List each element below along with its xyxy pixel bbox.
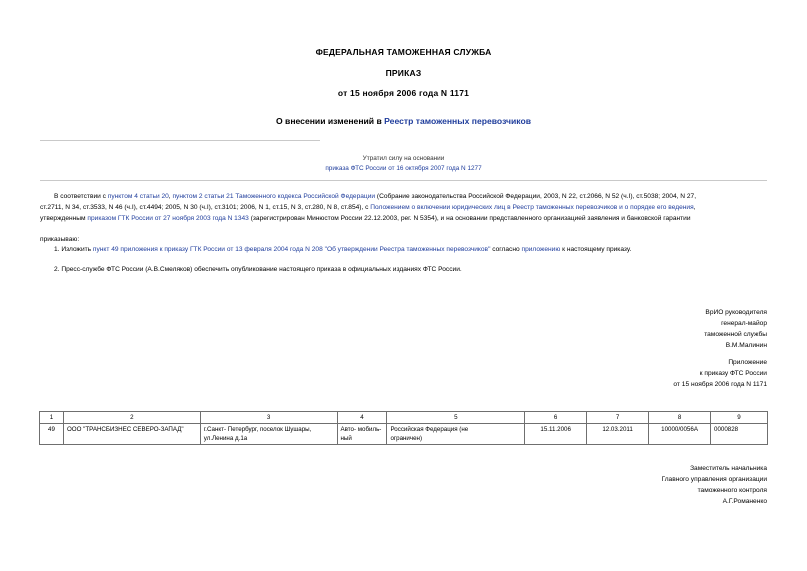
footer-sig-line2: Главного управления организации: [661, 476, 767, 483]
cell-transport: [337, 424, 387, 445]
item1-text-a: 1. Изложить: [54, 246, 93, 253]
sig-line1: ВрИО руководителя: [705, 309, 767, 316]
col-header: 4: [337, 412, 387, 424]
item-1: [54, 244, 631, 255]
sig-line3: таможенной службы: [704, 331, 767, 338]
doc-title: [0, 116, 807, 126]
divider-full: [40, 180, 767, 181]
doc-title-prefix: О внесении изменений в: [275, 116, 385, 126]
col-header: 3: [200, 412, 337, 424]
p1-line2-text: ст.2711, N 34, ст.3533, N 46 (ч.I), ст.4494; 2005, N 30 (ч.I), ст.3101; 2006, N 1, ст.15, N 3, ст.280, N 8, ст.854), с: [40, 204, 371, 211]
cell-address: [200, 424, 337, 445]
territory-line1: Российская Федерация (не: [390, 426, 469, 433]
cell-number: 49: [40, 424, 64, 445]
transport-line1: Авто- мобиль-: [340, 426, 382, 433]
cell-end-date: 12.03.2011: [587, 424, 649, 445]
appendix-line1: Приложение: [728, 359, 767, 366]
void-note: [0, 165, 807, 172]
date-number: от 15 ноября 2006 года N 1171: [337, 88, 470, 98]
p1-text-b: ,: [168, 193, 173, 200]
cell-company: ООО "ТРАНСБИЗНЕС СЕВЕРО-ЗАПАД": [63, 424, 200, 445]
col-header: 7: [587, 412, 649, 424]
appendix-header: [673, 357, 767, 390]
void-note-text: Утратил силу на основании: [362, 155, 445, 162]
appendix-link[interactable]: приложению: [521, 246, 561, 253]
cell-start-date: 15.11.2006: [525, 424, 587, 445]
gtk-order-link[interactable]: приказом ГТК России от 27 ноября 2003 года N 1343: [87, 215, 249, 222]
col-header: 6: [525, 412, 587, 424]
sig-line4: В.М.Малинин: [725, 342, 767, 349]
divider-top: [40, 140, 320, 141]
table-header-row: [40, 412, 768, 424]
address-line1: г.Санкт- Петербург, поселок Шушары,: [203, 426, 312, 433]
order-word: приказываю:: [40, 236, 80, 243]
p1-line3-text: утвержденным: [40, 215, 88, 222]
p1-text-a: В соответствии с: [54, 193, 108, 200]
col-header: 1: [40, 412, 64, 424]
cell-certificate: 0000828: [711, 424, 768, 445]
agency-heading: ФЕДЕРАЛЬНАЯ ТАМОЖЕННАЯ СЛУЖБА: [315, 47, 492, 57]
footer-sig-line4: А.Г.Романенко: [722, 498, 767, 505]
p1-text-c: (Собрание законодательства Российской Федерации, 2003, N 22, ст.2066, N 52 (ч.I), ст.5038; 2004, N 27,: [375, 193, 697, 200]
item49-link[interactable]: пункт 49 приложения к приказу ГТК России от 13 февраля 2004 года N 208 "Об утверждении Реестра таможенных перевозчиков": [92, 246, 491, 253]
footer-sig-line3: таможенного контроля: [697, 487, 767, 494]
registry-table: [39, 411, 768, 445]
doc-type-heading: ПРИКАЗ: [385, 68, 422, 78]
signature-block: [704, 307, 767, 351]
appendix-line3: от 15 ноября 2006 года N 1171: [673, 381, 767, 388]
transport-line2: ный: [340, 435, 352, 442]
territory-line2: ограничен): [390, 435, 423, 442]
item1-text-b: согласно: [490, 246, 522, 253]
appendix-line2: к приказу ФТС России: [699, 370, 767, 377]
item1-text-c: к настоящему приказу.: [560, 246, 632, 253]
address-line2: ул.Ленина д.1а: [203, 435, 248, 442]
footer-sig-line1: Заместитель начальника: [690, 465, 767, 472]
col-header: 5: [387, 412, 525, 424]
p1-line3-tail: (зарегистрирован Минюстом России 22.12.2003, рег. N 5354), и на основании представленного организацией заявления и банковской гарантии: [248, 215, 691, 222]
customs-code-link-1[interactable]: пунктом 4 статьи 20: [107, 193, 169, 200]
sig-line2: генерал-майор: [721, 320, 767, 327]
item-2: 2. Пресс-службе ФТС России (А.В.Смеляков) обеспечить опубликование настоящего приказа в официальных изданиях ФТС России.: [54, 266, 462, 273]
col-header: 2: [63, 412, 200, 424]
registry-link[interactable]: Реестр таможенных перевозчиков: [384, 116, 532, 126]
void-order-link[interactable]: приказа ФТС России от 16 октября 2007 года N 1277: [325, 165, 482, 172]
customs-code-link-2[interactable]: пунктом 2 статьи 21 Таможенного кодекса Российской Федерации: [172, 193, 376, 200]
cell-territory: [387, 424, 525, 445]
footer-signature: [662, 463, 768, 507]
col-header: 9: [711, 412, 768, 424]
table-row: [40, 424, 768, 445]
col-header: 8: [649, 412, 711, 424]
cell-guarantee: 10000/0056А: [649, 424, 711, 445]
regulation-link[interactable]: Положением о включении юридических лиц в Реестр таможенных перевозчиков и о порядке его ведения: [370, 204, 694, 211]
p1-line2-tail: ,: [693, 204, 696, 211]
preamble-paragraph: [40, 191, 770, 224]
